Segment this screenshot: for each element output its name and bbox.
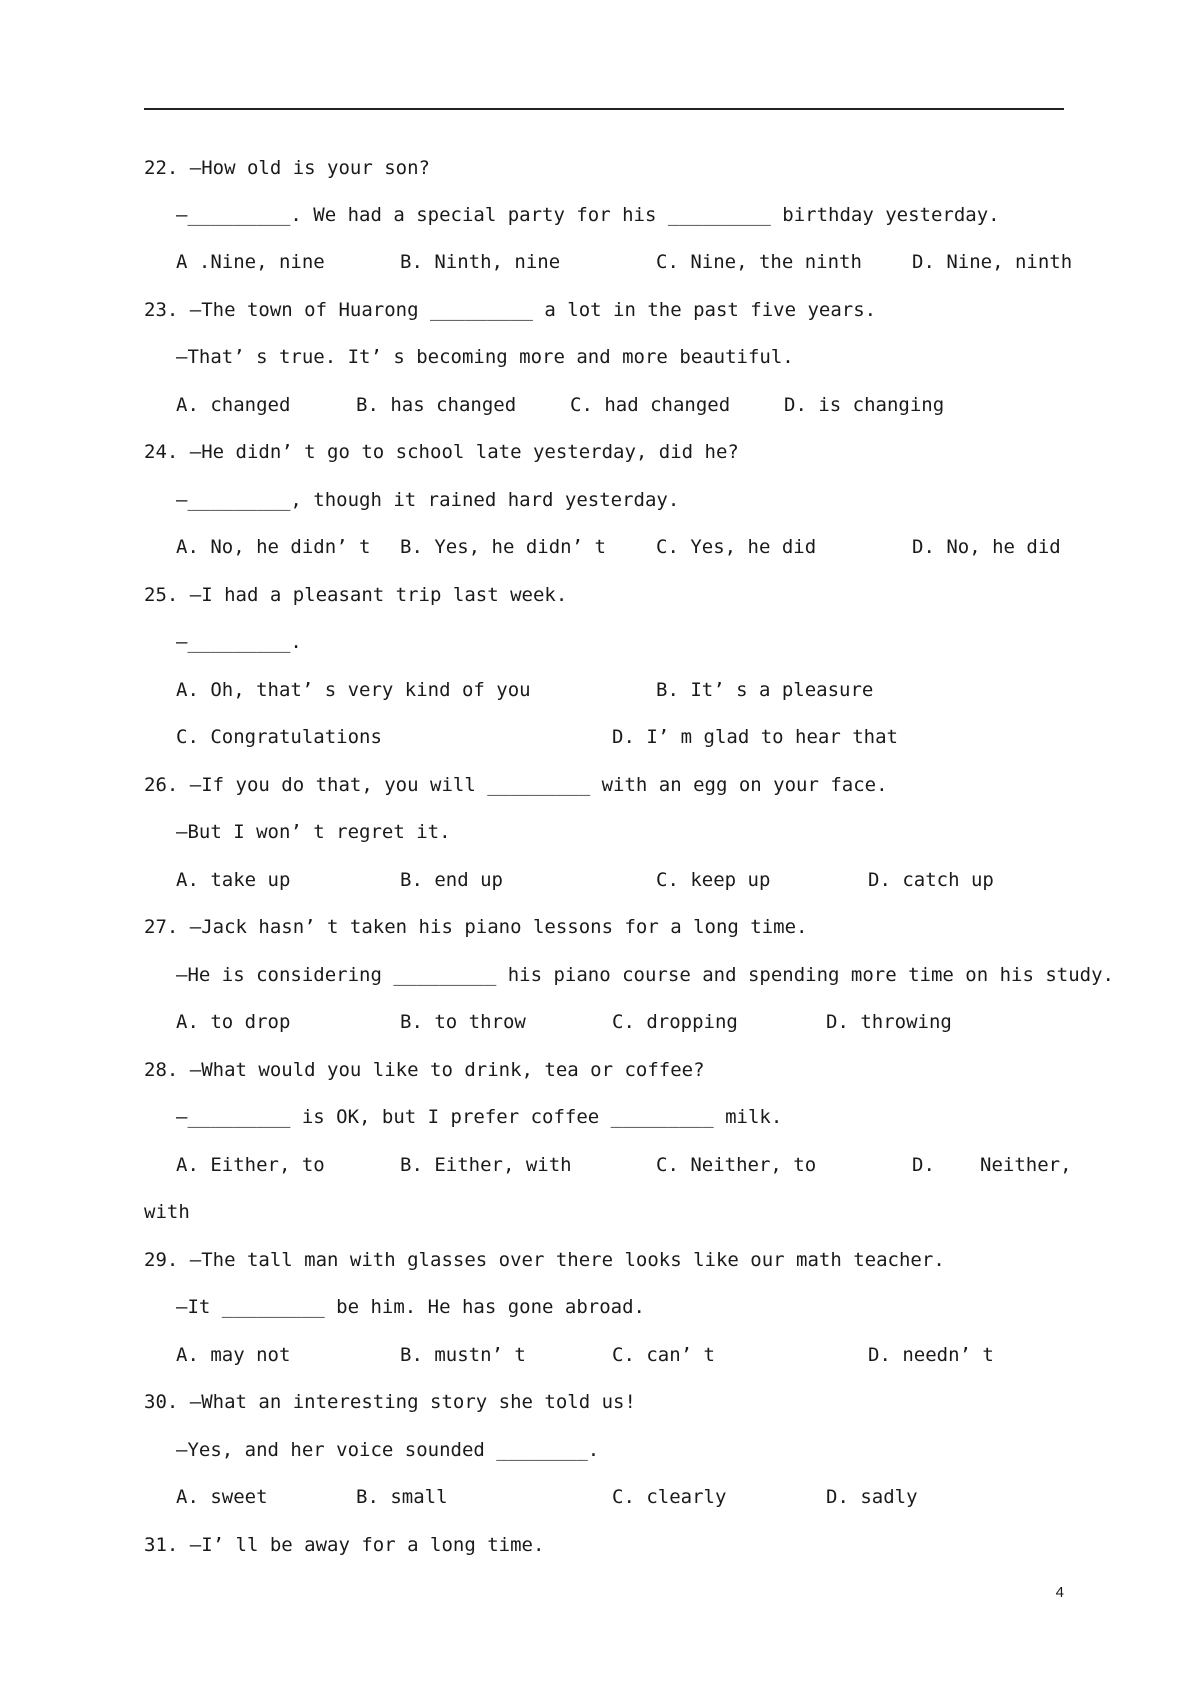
question-28-stem: 28. —What would you like to drink, tea or coffee? [144,1059,705,1081]
question-23-stem: 23. —The town of Huarong _________ a lot in the past five years. [144,299,877,321]
question-26-reply: —But I won’ t regret it. [176,821,451,843]
question-29-reply: —It _________ be him. He has gone abroad. [176,1296,645,1318]
question-30-stem: 30. —What an interesting story she told us! [144,1391,636,1413]
question-24-option-a[interactable]: A. No, he didn’ t [176,536,371,558]
question-24-reply: —_________, though it rained hard yesterday. [176,489,680,511]
question-28-option-a[interactable]: A. Either, to [176,1154,325,1176]
question-30-option-b[interactable]: B. small [356,1486,448,1508]
page-number: 4 [1055,1584,1064,1601]
question-28-reply: —_________ is OK, but I prefer coffee _________ milk. [176,1106,783,1128]
question-25-option-a[interactable]: A. Oh, that’ s very kind of you [176,679,531,701]
question-26-stem: 26. —If you do that, you will _________ with an egg on your face. [144,774,888,796]
question-25-stem: 25. —I had a pleasant trip last week. [144,584,568,606]
question-27-stem: 27. —Jack hasn’ t taken his piano lessons for a long time. [144,916,808,938]
question-23-option-b[interactable]: B. has changed [356,394,517,416]
header-rule [144,108,1064,110]
question-30-option-c[interactable]: C. clearly [612,1486,727,1508]
question-22-stem: 22. —How old is your son? [144,157,430,179]
question-28-option-c[interactable]: C. Neither, to [656,1154,817,1176]
question-29-stem: 29. —The tall man with glasses over there looks like our math teacher. [144,1249,945,1271]
question-26-option-c[interactable]: C. keep up [656,869,771,891]
question-22-option-c[interactable]: C. Nine, the ninth [656,251,862,273]
question-30-option-a[interactable]: A. sweet [176,1486,268,1508]
question-26-option-a[interactable]: A. take up [176,869,291,891]
question-26-option-d[interactable]: D. catch up [868,869,994,891]
question-27-option-b[interactable]: B. to throw [400,1011,526,1033]
question-25-reply: —_________. [176,631,302,653]
question-27-option-a[interactable]: A. to drop [176,1011,291,1033]
question-22-reply: —_________. We had a special party for his _________ birthday yesterday. [176,204,1000,226]
question-22-option-d[interactable]: D. Nine, ninth [912,251,1073,273]
question-28-option-d[interactable]: D. [912,1154,935,1176]
question-28-option-d-wrap: with [144,1201,190,1223]
question-23-option-a[interactable]: A. changed [176,394,291,416]
question-27-reply: —He is considering _________ his piano course and spending more time on his study. [176,964,1114,986]
question-25-option-b[interactable]: B. It’ s a pleasure [656,679,874,701]
question-25-option-d[interactable]: D. I’ m glad to hear that [612,726,898,748]
question-28-option-b[interactable]: B. Either, with [400,1154,572,1176]
question-27-option-c[interactable]: C. dropping [612,1011,738,1033]
question-23-option-c[interactable]: C. had changed [570,394,731,416]
question-23-reply: —That’ s true. It’ s becoming more and more beautiful. [176,346,794,368]
question-24-option-b[interactable]: B. Yes, he didn’ t [400,536,606,558]
question-28-option-d-text[interactable]: Neither, [980,1154,1072,1176]
question-24-option-c[interactable]: C. Yes, he did [656,536,817,558]
question-29-option-b[interactable]: B. mustn’ t [400,1344,526,1366]
question-25-option-c[interactable]: C. Congratulations [176,726,382,748]
question-27-option-d[interactable]: D. throwing [826,1011,952,1033]
question-22-option-a[interactable]: A .Nine, nine [176,251,325,273]
question-30-option-d[interactable]: D. sadly [826,1486,918,1508]
question-24-option-d[interactable]: D. No, he did [912,536,1061,558]
question-29-option-c[interactable]: C. can’ t [612,1344,715,1366]
question-23-option-d[interactable]: D. is changing [784,394,945,416]
question-29-option-d[interactable]: D. needn’ t [868,1344,994,1366]
question-30-reply: —Yes, and her voice sounded ________. [176,1439,600,1461]
question-24-stem: 24. —He didn’ t go to school late yesterday, did he? [144,441,739,463]
question-29-option-a[interactable]: A. may not [176,1344,291,1366]
question-26-option-b[interactable]: B. end up [400,869,503,891]
question-22-option-b[interactable]: B. Ninth, nine [400,251,561,273]
question-31-stem: 31. —I’ ll be away for a long time. [144,1534,545,1556]
